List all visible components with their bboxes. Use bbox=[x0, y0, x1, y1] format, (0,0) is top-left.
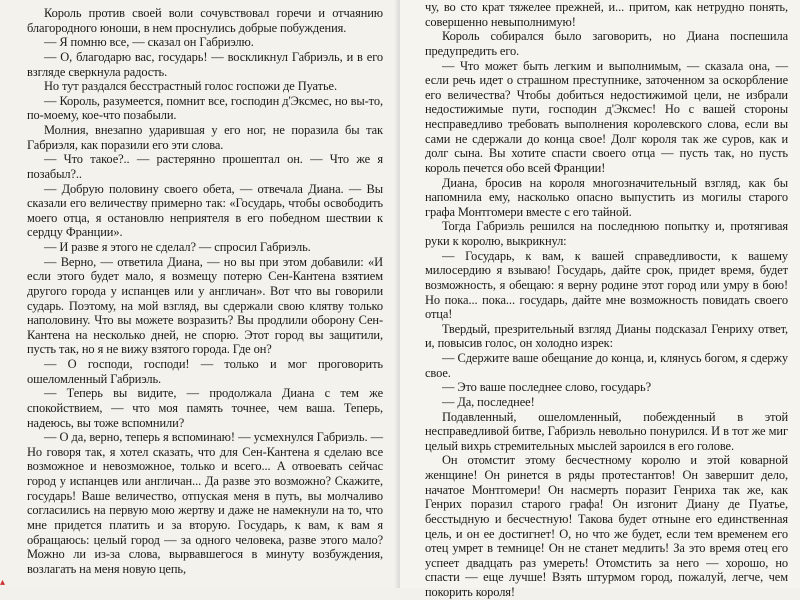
left-paragraph-11: — О господи, господи! — только и мог проговорить ошеломленный Габриэль. bbox=[27, 357, 383, 386]
right-paragraph-12: Он отомстит этому бесчестному королю и этой коварной женщине! Он ринется в ряды протестантов! Он завершит дело, начатое Монтгомери! Он насмерть поразит Генриха так же, как Генрих поразил старого графа! Он изгонит Диану де Пуатье, бесстыдную и бесчестную! Такова будет отныне его единственная цель, и он ее достигнет! О, но что же будет, если тем временем его отец умрет в темнице! Он не станет медлить! За это время отец его успеет двадцать раз умереть! Отомстить за него — хорошо, но спасти — еще лучше! Взять штурмом город, пожалуй, легче, чем покорить короля! bbox=[425, 453, 788, 599]
left-page bbox=[0, 0, 400, 588]
right-paragraph-3: — Что может быть легким и выполнимым, — сказала она, — если речь идет о страшном преступнике, заточенном за оскорбление его величества? Чтобы добиться недостижимой цели, не избрали недостижимые пути, господин д'Эксмес! Но с вашей стороны несправедливо требовать выполнения королевского слова, если вы сами не сдержали до конца свое! Долг короля так же суров, как и долг сына. Вы хотите спасти своего отца — пусть так, но пусть король печется обо всей Франции! bbox=[425, 58, 788, 175]
right-paragraph-10: — Да, последнее! bbox=[442, 394, 535, 409]
left-paragraph-12: — Теперь вы видите, — продолжала Диана с тем же спокойствием, — что моя память точнее, чем ваша. Теперь, надеюсь, вы тоже вспомнили? bbox=[27, 386, 383, 430]
right-paragraph-2: Король собирался было заговорить, но Диана поспешила предупредить его. bbox=[425, 29, 788, 58]
corner-mark-icon: ▴ bbox=[0, 577, 6, 588]
left-paragraph-10: — Верно, — ответила Диана, — но вы при этом добавили: «И если этого будет мало, я возмещу потерю Сен-Кантена взятием другого города у испанцев или у англичан». Вот что вы говорили сударь. Поэтому, на мой взгляд, вы сдержали свою клятву только наполовину. Что вы можете возразить? Вы продлили оборону Сен-Кантена на несколько дней, не спорю. Этот город вы защитили, пусть так, но я не вижу взятого города. Где он? bbox=[27, 254, 383, 357]
right-paragraph-9: — Это ваше последнее слово, государь? bbox=[442, 380, 652, 395]
left-paragraph-9: — И разве я этого не сделал? — спросил Габриэль. bbox=[44, 240, 311, 254]
left-paragraph-8: — Добрую половину своего обета, — отвечала Диана. — Вы сказали его величеству примерно так: «Государь, чтобы освободить моего отца, я остановлю неприятеля в его победном шествии к сердцу Франции». bbox=[27, 181, 383, 240]
left-paragraph-5: — Король, разумеется, помнит все, господин д'Эксмес, но вы-то, по-моему, кое-что позабыли. bbox=[27, 93, 383, 123]
left-paragraph-1: Король против своей воли сочувствовал горечи и отчаянию благородного юноши, в нем проснулись добрые побуждения. bbox=[27, 6, 383, 35]
left-paragraph-6: Молния, внезапно ударившая у его ног, не поразила бы так Габриэля, как поразили его эти слова. bbox=[27, 123, 383, 152]
left-paragraph-2: — Я помню все, — сказал он Габриэлю. bbox=[44, 35, 254, 50]
right-paragraph-5: Тогда Габриэль решился на последнюю попытку и, протягивая руки к королю, выкрикнул: bbox=[425, 219, 788, 248]
right-page bbox=[400, 0, 800, 599]
left-paragraph-7: — Что такое?.. — растерянно прошептал он. — Что же я позабыл?.. bbox=[27, 152, 383, 181]
left-paragraph-13: — О да, верно, теперь я вспоминаю! — усмехнулся Габриэль. — Но говоря так, я хотел сказать, что для Сен-Кантена я сделаю все возможное и невозможное, только и всего... А отвоевать сейчас город у испанцев или англичан... Да разве это возможно? Скажите, государь! Ваше величество, отпуская меня в путь, вы молчаливо согласились на первую мою жертву и даже не намекнули на то, что мне придется платить и за вторую. Государь, к вам, к вам я обращаюсь: целый город — за одного человека, разве этого мало? Можно ли из-за слова, вырвавшегося в минуту возбуждения, возлагать на меня новую цепь, bbox=[27, 430, 383, 576]
right-paragraph-1: чу, во сто крат тяжелее прежней, и... притом, как нетрудно понять, совершенно невыполнимую! bbox=[425, 0, 788, 29]
right-paragraph-4: Диана, бросив на короля многозначительный взгляд, как бы напомнила ему, насколько опасно выпустить из могилы старого графа Монтгомери вместе с его тайной. bbox=[425, 175, 788, 219]
right-paragraph-11: Подавленный, ошеломленный, побежденный в этой несправедливой битве, Габриэль невольно понурился. И в тот же миг целый вихрь стремительных мыслей зароился в его голове. bbox=[425, 409, 788, 453]
left-paragraph-3: — О, благодарю вас, государь! — воскликнул Габриэль, и в его взгляде сверкнула радость. bbox=[27, 49, 383, 79]
right-paragraph-6: — Государь, к вам, к вашей справедливости, к вашему милосердию я взываю! Государь, дайте срок, придет время, будет возможность, я обещаю: я верну родине этот город или умру в бою! Но пока... пока... государь, дайте мне возможность повидать своего отца! bbox=[425, 248, 788, 322]
right-paragraph-7: Твердый, презрительный взгляд Дианы подсказал Генриху ответ, и, повысив голос, он холодно изрек: bbox=[425, 321, 788, 351]
left-paragraph-4: Но тут раздался бесстрастный голос госпожи де Пуатье. bbox=[44, 79, 337, 94]
right-paragraph-8: — Сдержите ваше обещание до конца, и, клянусь богом, я сдержу свое. bbox=[425, 351, 788, 380]
